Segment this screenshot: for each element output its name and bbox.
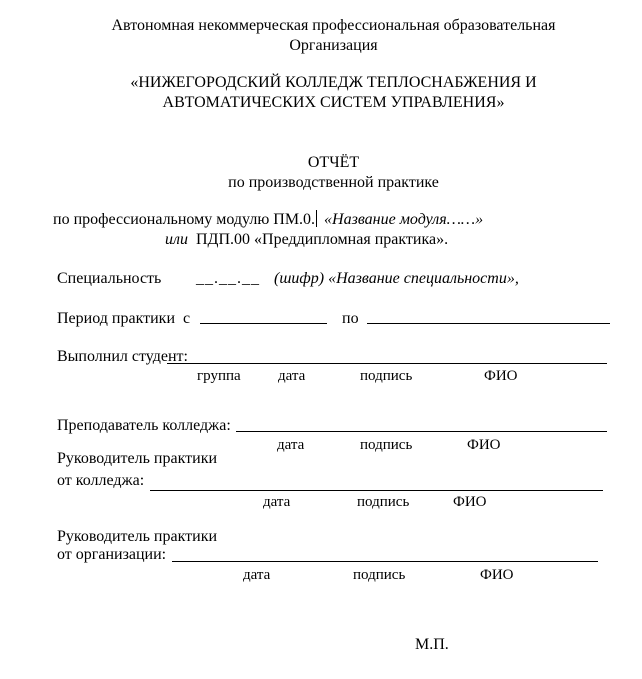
period-to-label: по <box>342 310 359 327</box>
module-line-1 <box>53 210 483 230</box>
period-label: Период практики с <box>57 310 191 327</box>
org-supervisor-col-name: ФИО <box>480 567 514 583</box>
stamp-placeholder: М.П. <box>415 636 449 653</box>
module-line-1-text: по профессиональному модулю ПМ.0. <box>53 211 316 228</box>
module-line-2-or: или <box>165 231 188 248</box>
student-col-name: ФИО <box>484 368 518 384</box>
teacher-blank[interactable] <box>236 414 607 432</box>
student-col-signature: подпись <box>360 368 413 384</box>
org-name-line-2: АВТОМАТИЧЕСКИХ СИСТЕМ УПРАВЛЕНИЯ» <box>162 94 505 111</box>
org-type-line-1: Автономная некоммерческая профессиональная образовательная <box>111 17 556 34</box>
student-col-group: группа <box>197 368 241 384</box>
student-col-date: дата <box>278 368 306 384</box>
module-line-2-text: ПДП.00 «Преддипломная практика». <box>187 231 449 248</box>
college-supervisor-col-name: ФИО <box>453 494 487 510</box>
module-name-placeholder: «Название модуля……» <box>320 211 484 228</box>
college-supervisor-label-line2: от колледжа: <box>57 472 145 489</box>
college-supervisor-label-line1: Руководитель практики <box>57 450 218 467</box>
text-cursor <box>316 210 317 227</box>
org-supervisor-blank[interactable] <box>172 544 598 562</box>
period-from-blank[interactable] <box>200 306 327 324</box>
college-supervisor-blank[interactable] <box>150 473 603 491</box>
teacher-label: Преподаватель колледжа: <box>57 417 231 434</box>
specialty-label: Специальность <box>57 270 162 287</box>
org-type-line-2: Организация <box>289 37 378 54</box>
teacher-col-date: дата <box>277 437 305 453</box>
org-supervisor-label-line1: Руководитель практики <box>57 528 218 545</box>
org-supervisor-label-line2: от организации: <box>57 546 167 563</box>
org-name-line-1: «НИЖЕГОРОДСКИЙ КОЛЛЕДЖ ТЕПЛОСНАБЖЕНИЯ И <box>130 74 537 91</box>
student-blank[interactable] <box>167 346 607 364</box>
report-subtitle: по производственной практике <box>228 174 439 191</box>
college-supervisor-col-date: дата <box>263 494 291 510</box>
teacher-col-signature: подпись <box>360 437 413 453</box>
org-supervisor-col-date: дата <box>243 567 271 583</box>
specialty-code-blank[interactable]: __.__.__ <box>196 270 260 287</box>
specialty-hint: (шифр) «Название специальности», <box>274 270 519 287</box>
student-label: Выполнил студент: <box>57 348 188 365</box>
period-to-blank[interactable] <box>367 306 610 324</box>
college-supervisor-col-signature: подпись <box>357 494 410 510</box>
report-title: ОТЧЁТ <box>307 154 360 171</box>
module-line-2 <box>165 230 448 250</box>
org-supervisor-col-signature: подпись <box>353 567 406 583</box>
teacher-col-name: ФИО <box>467 437 501 453</box>
